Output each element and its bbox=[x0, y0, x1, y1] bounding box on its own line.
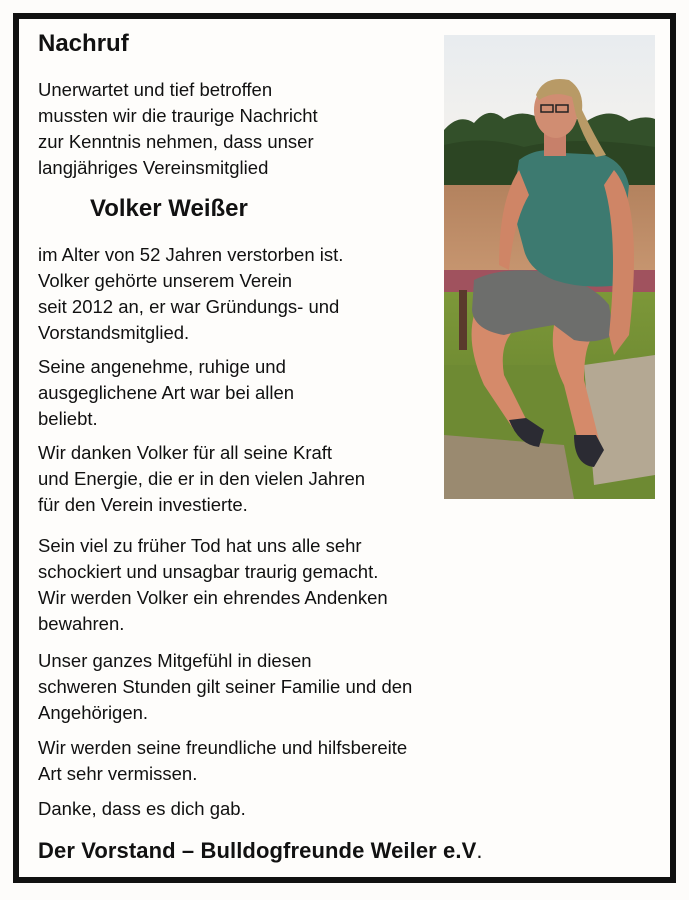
paragraph-character: Seine angenehme, ruhige und ausgeglichene Art war bei allen beliebt. bbox=[38, 356, 295, 429]
paragraph-thanks: Wir danken Volker für all seine Kraft und Energie, die er in den vielen Jahren für den Verein investierte. bbox=[38, 442, 366, 515]
deceased-name: Volker Weißer bbox=[90, 195, 248, 222]
paragraph-farewell: Danke, dass es dich gab. bbox=[38, 798, 246, 819]
paragraph-condolences: Unser ganzes Mitgefühl in diesen schweren Stunden gilt seiner Familie und den Angehörigen. bbox=[38, 650, 413, 723]
intro-text: Unerwartet und tief betroffen mussten wir die traurige Nachricht zur Kenntnis nehmen, dass unser langjähriges Vereinsmitglied bbox=[38, 79, 318, 178]
paragraph-miss: Wir werden seine freundliche und hilfsbereite Art sehr vermissen. bbox=[38, 737, 408, 784]
signature-text: Der Vorstand – Bulldogfreunde Weiler e.V bbox=[38, 838, 477, 863]
signature-period: . bbox=[476, 838, 483, 863]
paragraph-shock: Sein viel zu früher Tod hat uns alle sehr schockiert und unsagbar traurig gemacht. Wir werden Volker ein ehrendes Andenken bewahren. bbox=[38, 535, 388, 634]
obituary-heading: Nachruf bbox=[38, 30, 129, 57]
portrait-photo-image bbox=[444, 35, 655, 499]
signature-line bbox=[38, 838, 483, 864]
paragraph-age-membership: im Alter von 52 Jahren verstorben ist. Volker gehörte unserem Verein seit 2012 an, er war Gründungs- und Vorstandsmitglied. bbox=[38, 244, 344, 343]
portrait-photo bbox=[444, 35, 655, 499]
